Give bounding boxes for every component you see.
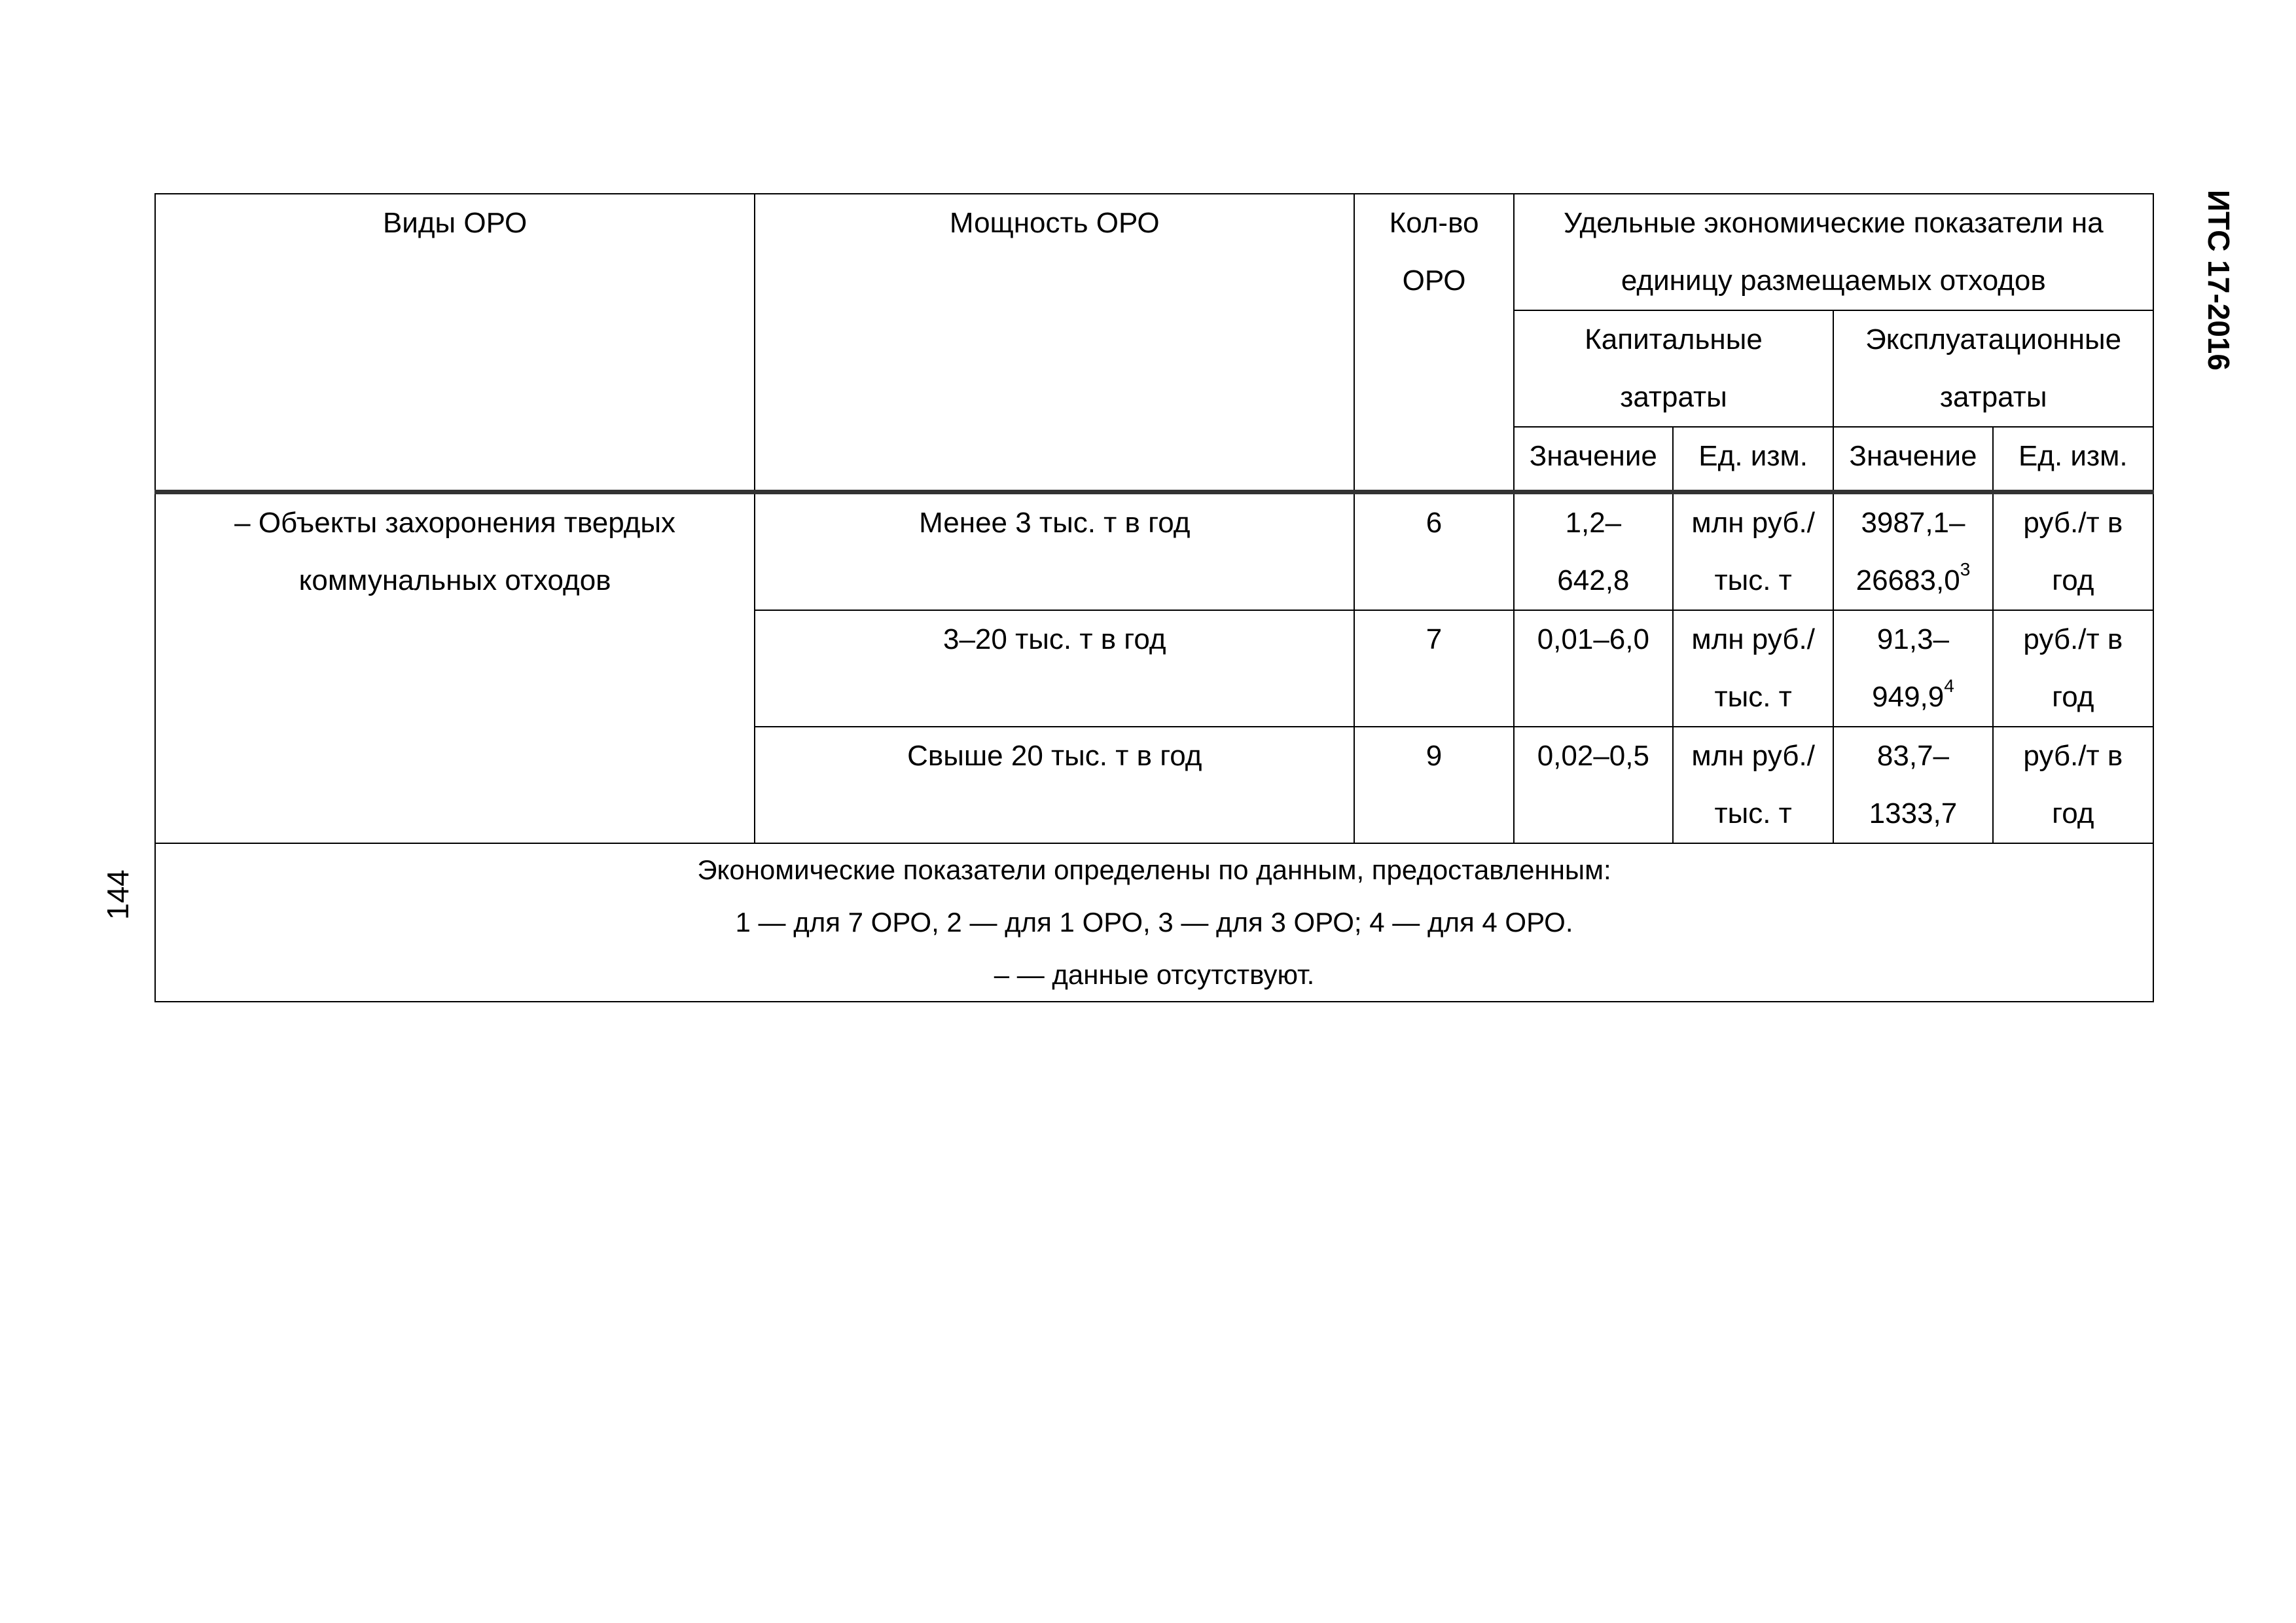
- cell-operating-unit: [1993, 610, 2153, 727]
- header-operating-value: Значение: [1833, 427, 1992, 492]
- header-capacity-label: Мощность ОРО: [949, 207, 1160, 239]
- cell-count: 9: [1354, 727, 1513, 843]
- capital-value-line2: 642,8: [1557, 564, 1630, 596]
- capital-value-line1: 0,01–6,0: [1537, 623, 1649, 655]
- page-number: 144: [101, 869, 135, 920]
- table-notes: [155, 843, 2153, 1002]
- cell-capital-value: [1514, 610, 1673, 727]
- header-operating-line2: затраты: [1939, 381, 2047, 413]
- cell-capacity: Менее 3 тыс. т в год: [755, 492, 1354, 611]
- capital-unit-line2: тыс. т: [1714, 564, 1792, 596]
- cell-capacity: Свыше 20 тыс. т в год: [755, 727, 1354, 843]
- header-operating-unit: Ед. изм.: [1993, 427, 2153, 492]
- cell-operating-value: [1833, 610, 1992, 727]
- capital-unit-line2: тыс. т: [1714, 797, 1792, 830]
- operating-unit-line1: руб./т в: [2023, 507, 2123, 539]
- header-operating-costs: [1833, 310, 2153, 427]
- header-count-line2: ОРО: [1402, 264, 1466, 297]
- header-count: [1354, 194, 1513, 492]
- facility-type-line1: – Объекты захоронения твердых: [234, 507, 676, 539]
- operating-value-line1: 83,7–: [1876, 740, 1950, 772]
- cell-operating-value: [1833, 492, 1992, 611]
- operating-value-line1: 91,3–: [1876, 623, 1950, 655]
- operating-value-line2: 949,9: [1872, 681, 1945, 713]
- operating-unit-line1: руб./т в: [2023, 740, 2123, 772]
- operating-value-line1: 3987,1–: [1861, 507, 1965, 539]
- document-code: ИТС 17-2016: [2202, 190, 2236, 371]
- table-body: [155, 492, 2153, 1002]
- header-specific-indicators: [1514, 194, 2153, 310]
- header-operating-line1: Эксплуатационные: [1865, 323, 2122, 356]
- capital-value-line2: [1518, 785, 1668, 843]
- header-types: [155, 194, 755, 492]
- cell-capital-unit: [1673, 492, 1833, 611]
- header-capital-line1: Капитальные: [1585, 323, 1763, 356]
- header-capital-costs: [1514, 310, 1834, 427]
- operating-unit-line2: год: [2052, 797, 2094, 830]
- cell-operating-value: [1833, 727, 1992, 843]
- header-count-line1: Кол-во: [1389, 207, 1479, 239]
- cell-operating-unit: [1993, 492, 2153, 611]
- note-missing-data: – — данные отсутствуют.: [994, 959, 1315, 990]
- note-source: Экономические показатели определены по данным, предоставленным:: [697, 854, 1611, 885]
- header-types-label: Виды ОРО: [382, 207, 528, 239]
- capital-unit-line2: тыс. т: [1714, 681, 1792, 713]
- operating-value-line2: 26683,0: [1856, 564, 1960, 596]
- table-row: [155, 492, 2153, 611]
- operating-unit-line2: год: [2052, 681, 2094, 713]
- cell-operating-unit: [1993, 727, 2153, 843]
- footnote-marker: 4: [1944, 676, 1954, 696]
- header-capital-unit: Ед. изм.: [1673, 427, 1833, 492]
- cell-capital-unit: [1673, 727, 1833, 843]
- cell-capital-value: [1514, 492, 1673, 611]
- header-capital-line2: затраты: [1620, 381, 1727, 413]
- economic-indicators-table-container: [154, 193, 2154, 1002]
- operating-unit-line1: руб./т в: [2023, 623, 2123, 655]
- capital-unit-line1: млн руб./: [1691, 740, 1815, 772]
- capital-unit-line1: млн руб./: [1691, 507, 1815, 539]
- header-capital-value: Значение: [1514, 427, 1673, 492]
- operating-value-line2: 1333,7: [1869, 797, 1958, 830]
- header-row-1: [155, 194, 2153, 310]
- header-specific-line1: Удельные экономические показатели на: [1564, 207, 2104, 239]
- cell-capacity: 3–20 тыс. т в год: [755, 610, 1354, 727]
- table-header: [155, 194, 2153, 492]
- capital-value-line2: [1518, 668, 1668, 726]
- cell-count: 7: [1354, 610, 1513, 727]
- cell-capital-value: [1514, 727, 1673, 843]
- notes-row: [155, 843, 2153, 1002]
- operating-unit-line2: год: [2052, 564, 2094, 596]
- capital-unit-line1: млн руб./: [1691, 623, 1815, 655]
- note-footnotes: 1 — для 7 ОРО, 2 — для 1 ОРО, 3 — для 3 ОРО; 4 — для 4 ОРО.: [735, 907, 1573, 938]
- header-capacity: [755, 194, 1354, 492]
- capital-value-line1: 1,2–: [1565, 507, 1622, 539]
- footnote-marker: 3: [1960, 559, 1971, 579]
- header-specific-line2: единицу размещаемых отходов: [1621, 264, 2046, 297]
- cell-facility-type: [155, 492, 755, 844]
- cell-count: 6: [1354, 492, 1513, 611]
- facility-type-line2: коммунальных отходов: [298, 564, 611, 596]
- economic-indicators-table: [154, 193, 2154, 1002]
- cell-capital-unit: [1673, 610, 1833, 727]
- capital-value-line1: 0,02–0,5: [1537, 740, 1649, 772]
